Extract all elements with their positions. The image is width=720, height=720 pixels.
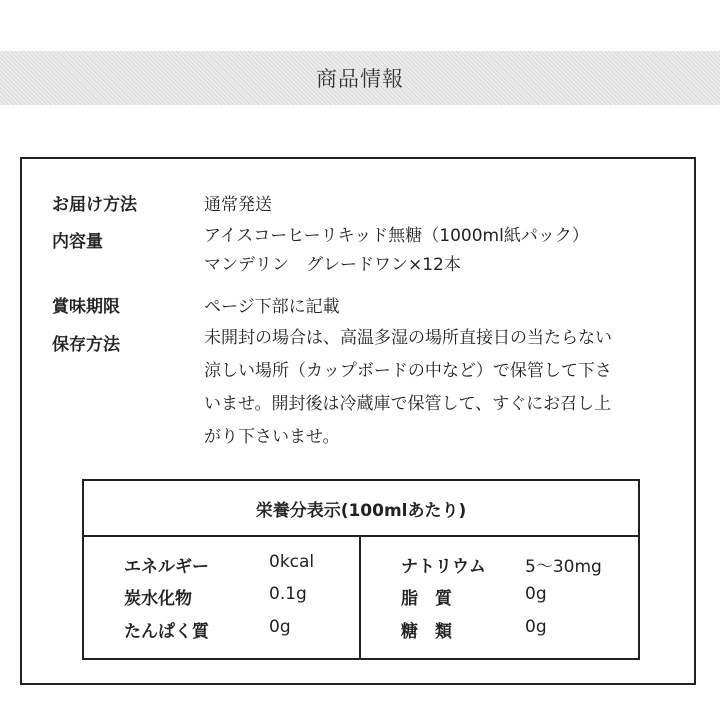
info-label: お届け方法 bbox=[52, 195, 137, 215]
nutrient-value: 0g bbox=[525, 617, 547, 637]
nutrient-value: 0.1g bbox=[269, 584, 307, 604]
nutrition-column-left bbox=[84, 537, 361, 658]
info-value-line: マンデリン グレードワン×12本 bbox=[204, 255, 461, 275]
nutrient-value: 0g bbox=[269, 617, 291, 637]
info-label: 保存方法 bbox=[52, 335, 120, 355]
nutrition-column-right bbox=[361, 537, 638, 658]
nutrient-value: 0kcal bbox=[269, 552, 315, 572]
nutrient-name: 糖 類 bbox=[401, 622, 452, 642]
info-value-line: アイスコーヒーリキッド無糖（1000ml紙パック） bbox=[204, 226, 589, 246]
nutrient-name: たんぱく質 bbox=[124, 622, 209, 642]
section-title: 商品情報 bbox=[316, 67, 404, 91]
info-value bbox=[204, 190, 674, 215]
nutrition-title: 栄養分表示(100mlあたり) bbox=[84, 481, 638, 537]
nutrient-value: 0g bbox=[525, 584, 547, 604]
nutrient-name: 脂 質 bbox=[401, 589, 452, 609]
nutrient-name: ナトリウム bbox=[401, 557, 486, 577]
section-banner bbox=[0, 51, 720, 105]
nutrient-name: 炭水化物 bbox=[124, 589, 192, 609]
info-value bbox=[204, 292, 674, 317]
info-value-line: がり下さいませ。 bbox=[204, 427, 340, 447]
info-value-line: 涼しい場所（カップボードの中など）で保管して下さ bbox=[204, 361, 612, 381]
info-label: 内容量 bbox=[52, 232, 103, 252]
nutrient-name: エネルギー bbox=[124, 557, 209, 577]
info-value-line: いませ。開封後は冷蔵庫で保管して、すぐにお召し上 bbox=[204, 394, 612, 414]
info-value-line: 通常発送 bbox=[204, 195, 272, 215]
nutrient-value: 5〜30mg bbox=[525, 557, 602, 577]
info-label: 賞味期限 bbox=[52, 297, 120, 317]
info-value bbox=[204, 322, 674, 454]
info-value-line: ページ下部に記載 bbox=[204, 297, 340, 317]
product-info-box bbox=[20, 157, 696, 685]
nutrition-table bbox=[82, 479, 640, 660]
info-value bbox=[204, 222, 674, 280]
info-value-line: 未開封の場合は、高温多湿の場所直接日の当たらない bbox=[204, 328, 612, 348]
